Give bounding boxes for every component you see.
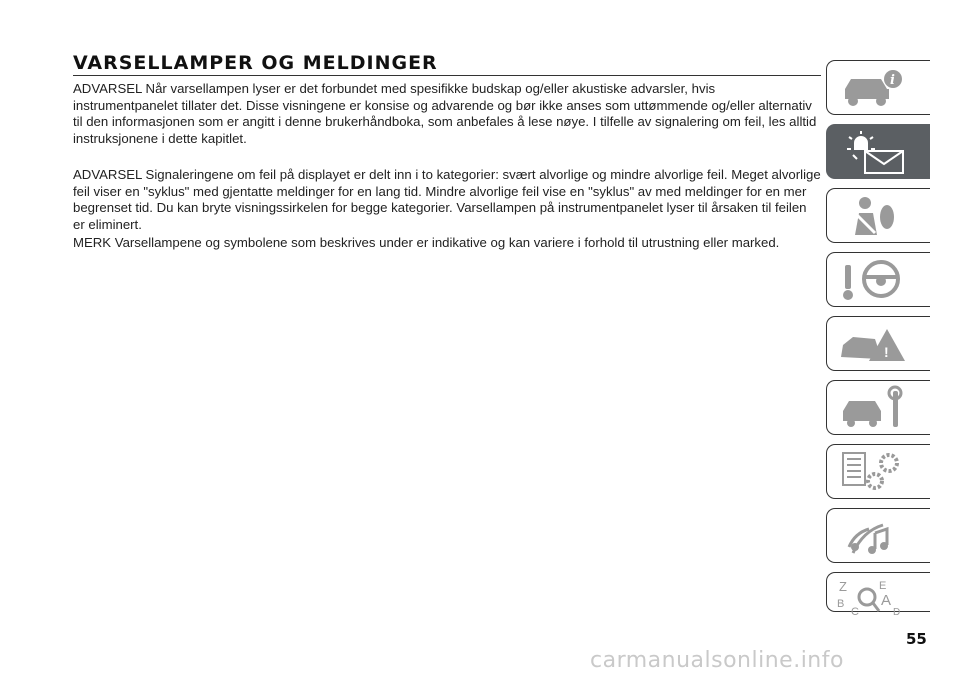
paragraph-note: MERK Varsellampene og symbolene som beskrives under er indikative og kan variere i forhold til utrustning eller marked. <box>73 235 780 250</box>
index-icon <box>835 577 925 617</box>
technical-data-icon <box>835 449 925 495</box>
svg-text:Z: Z <box>839 579 847 594</box>
tab-safety[interactable] <box>826 188 930 243</box>
tab-technical-data[interactable] <box>826 444 930 499</box>
paragraph-fault-signals: ADVARSEL Signaleringene om feil på displayet er delt inn i to kategorier: svært alvorlige og mindre alvorlige feil. Meget alvorlige feil viser en "syklus" med gjentatte meldinger for en lang tid. Mindre alvorlige feil vise en "syklus" av med meldinger for en mer begrenset tid. Du kan bryte visningssirkelen for begge kategorier. Varsellampen på instrumentpanelet lyser til årsaken til feilen er eliminert. <box>73 167 821 232</box>
svg-text:E: E <box>879 580 887 592</box>
car-maintenance-icon <box>835 385 925 431</box>
svg-text:D: D <box>893 607 901 617</box>
svg-text:!: ! <box>884 344 889 360</box>
paragraph-warning-lights: ADVARSEL Når varsellampen lyser er det forbundet med spesifikke budskap og/eller akustiske advarsler, hvis instrumentpanelet tillater det. Disse visningene er konsise og advarende og bør ikke anses som uttømmende og/eller alternativ til den informasjonen som er angitt i denne brukerhåndboka, som anbefales å lese nøye. I tilfelle av signalering om feil, les alltid instruksjonene i dette kapitlet. <box>73 81 817 146</box>
warning-light-message-icon <box>835 129 925 175</box>
tab-multimedia[interactable] <box>826 508 930 563</box>
svg-text:i: i <box>890 73 895 88</box>
svg-text:B: B <box>837 598 845 610</box>
page-title: VARSELLAMPER OG MELDINGER <box>73 52 438 74</box>
key-steering-wheel-icon <box>835 257 925 303</box>
tab-start-driving[interactable] <box>826 252 930 307</box>
watermark: carmanualsonline.info <box>590 648 844 673</box>
tab-maintenance[interactable] <box>826 380 930 435</box>
tab-car-info[interactable] <box>826 60 930 115</box>
svg-text:C: C <box>851 606 859 617</box>
svg-text:A: A <box>881 592 892 609</box>
car-emergency-icon <box>835 321 925 367</box>
tab-emergency[interactable] <box>826 316 930 371</box>
page-number: 55 <box>906 630 927 648</box>
tab-warning-lights[interactable] <box>826 124 930 179</box>
seatbelt-airbag-icon <box>835 193 925 239</box>
multimedia-icon <box>835 513 925 559</box>
title-divider <box>73 75 821 76</box>
car-info-icon <box>835 65 925 111</box>
tab-index[interactable] <box>826 572 930 617</box>
